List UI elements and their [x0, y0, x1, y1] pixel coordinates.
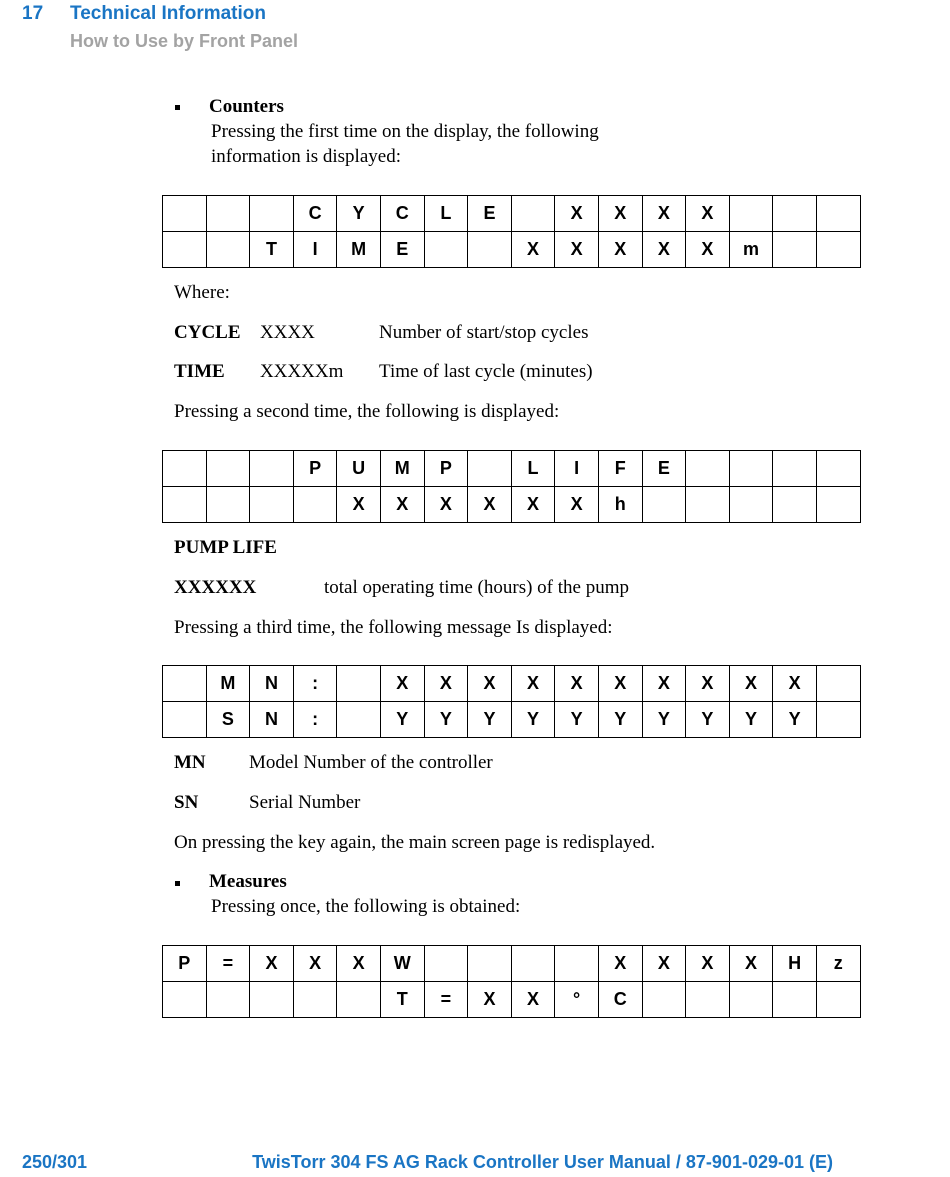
lcd-cell [511, 946, 555, 982]
where-label: Where: [174, 282, 230, 303]
lcd-cell: X [686, 946, 730, 982]
lcd-cell [163, 666, 207, 702]
counters-intro-line1: Pressing the first time on the display, the following [211, 121, 599, 142]
time-description: Time of last cycle (minutes) [379, 361, 593, 382]
lcd-cell [163, 451, 207, 487]
lcd-cell [250, 451, 294, 487]
lcd-display-cycle-time [162, 195, 861, 268]
lcd-cell: I [293, 232, 337, 268]
lcd-cell: X [598, 666, 642, 702]
lcd-cell [250, 196, 294, 232]
again-press-text: On pressing the key again, the main screen page is redisplayed. [174, 832, 656, 853]
measures-intro: Pressing once, the following is obtained: [211, 896, 521, 917]
lcd-cell [468, 946, 512, 982]
bullet-icon [175, 105, 180, 110]
lcd-row [163, 666, 861, 702]
mn-term: MN [174, 752, 206, 773]
chapter-title: Technical Information [70, 3, 267, 24]
pump-life-label: PUMP LIFE [174, 537, 277, 558]
lcd-cell: Y [598, 702, 642, 738]
lcd-cell: X [598, 196, 642, 232]
lcd-cell: Y [729, 702, 773, 738]
lcd-cell: X [555, 487, 599, 523]
lcd-cell: Y [555, 702, 599, 738]
lcd-cell [250, 982, 294, 1018]
lcd-cell [816, 666, 860, 702]
cycle-value: XXXX [260, 322, 315, 343]
lcd-cell: X [380, 666, 424, 702]
lcd-cell: X [250, 946, 294, 982]
lcd-cell: E [468, 196, 512, 232]
lcd-row [163, 451, 861, 487]
lcd-cell [206, 232, 250, 268]
lcd-display-model-serial [162, 665, 861, 738]
lcd-cell [206, 196, 250, 232]
lcd-cell: X [424, 666, 468, 702]
lcd-cell: I [555, 451, 599, 487]
lcd-cell: N [250, 702, 294, 738]
lcd-cell: = [206, 946, 250, 982]
lcd-cell: X [773, 666, 817, 702]
lcd-cell: X [468, 487, 512, 523]
lcd-cell [337, 702, 381, 738]
lcd-cell: Y [642, 702, 686, 738]
lcd-cell [729, 487, 773, 523]
lcd-cell [773, 982, 817, 1018]
lcd-cell [337, 666, 381, 702]
lcd-cell: X [642, 196, 686, 232]
lcd-cell: L [424, 196, 468, 232]
sn-term: SN [174, 792, 199, 813]
lcd-cell [729, 982, 773, 1018]
lcd-cell: M [206, 666, 250, 702]
lcd-cell: h [598, 487, 642, 523]
sn-description: Serial Number [249, 792, 361, 813]
lcd-cell: : [293, 702, 337, 738]
lcd-cell: X [555, 232, 599, 268]
measures-heading: Measures [209, 871, 287, 892]
lcd-cell [424, 232, 468, 268]
lcd-cell [206, 982, 250, 1018]
cycle-description: Number of start/stop cycles [379, 322, 589, 343]
lcd-cell: P [163, 946, 207, 982]
lcd-row [163, 702, 861, 738]
second-press-text: Pressing a second time, the following is displayed: [174, 401, 560, 422]
manual-title: TwisTorr 304 FS AG Rack Controller User Manual / 87-901-029-01 (E) [252, 1152, 833, 1172]
lcd-cell [816, 451, 860, 487]
lcd-display-measures [162, 945, 861, 1018]
lcd-cell [555, 946, 599, 982]
lcd-cell [163, 196, 207, 232]
lcd-cell: T [250, 232, 294, 268]
lcd-cell: Y [424, 702, 468, 738]
lcd-cell: X [380, 487, 424, 523]
lcd-cell: X [555, 666, 599, 702]
lcd-cell: X [686, 232, 730, 268]
lcd-cell: S [206, 702, 250, 738]
pump-life-value: XXXXXX [174, 577, 257, 598]
lcd-cell [163, 232, 207, 268]
lcd-cell: H [773, 946, 817, 982]
lcd-cell [163, 982, 207, 1018]
page-number: 250/301 [22, 1152, 88, 1172]
lcd-cell [773, 451, 817, 487]
lcd-cell: Y [380, 702, 424, 738]
lcd-row [163, 196, 861, 232]
lcd-cell [773, 487, 817, 523]
lcd-cell [729, 451, 773, 487]
lcd-cell [773, 232, 817, 268]
lcd-cell: Y [773, 702, 817, 738]
lcd-cell: X [642, 232, 686, 268]
lcd-cell: = [424, 982, 468, 1018]
lcd-cell: X [598, 946, 642, 982]
counters-intro-line2: information is displayed: [211, 146, 401, 167]
lcd-cell: Y [337, 196, 381, 232]
counters-heading: Counters [209, 96, 284, 117]
lcd-cell [206, 487, 250, 523]
lcd-cell: X [293, 946, 337, 982]
lcd-cell: X [424, 487, 468, 523]
lcd-cell: X [642, 946, 686, 982]
lcd-cell: X [642, 666, 686, 702]
lcd-cell [773, 196, 817, 232]
mn-description: Model Number of the controller [249, 752, 493, 773]
third-press-text: Pressing a third time, the following message Is displayed: [174, 617, 613, 638]
lcd-cell: C [380, 196, 424, 232]
lcd-cell [511, 196, 555, 232]
lcd-cell [163, 487, 207, 523]
lcd-cell [250, 487, 294, 523]
lcd-cell: Y [468, 702, 512, 738]
lcd-cell: Y [686, 702, 730, 738]
lcd-cell: P [424, 451, 468, 487]
lcd-cell [816, 982, 860, 1018]
lcd-cell: X [511, 487, 555, 523]
lcd-cell: X [511, 232, 555, 268]
lcd-cell: X [468, 982, 512, 1018]
lcd-cell: L [511, 451, 555, 487]
time-term: TIME [174, 361, 225, 382]
lcd-cell [163, 702, 207, 738]
lcd-cell: m [729, 232, 773, 268]
lcd-cell [293, 982, 337, 1018]
lcd-cell: M [380, 451, 424, 487]
lcd-cell [337, 982, 381, 1018]
lcd-cell: W [380, 946, 424, 982]
pump-life-description: total operating time (hours) of the pump [324, 577, 629, 598]
lcd-cell: X [555, 196, 599, 232]
lcd-cell: Y [511, 702, 555, 738]
bullet-icon [175, 881, 180, 886]
lcd-cell [686, 982, 730, 1018]
lcd-cell [686, 487, 730, 523]
lcd-cell: X [337, 946, 381, 982]
lcd-cell [816, 702, 860, 738]
lcd-cell: X [729, 946, 773, 982]
lcd-cell [468, 232, 512, 268]
time-value: XXXXXm [260, 361, 344, 382]
lcd-cell: N [250, 666, 294, 702]
lcd-cell: E [642, 451, 686, 487]
lcd-cell [686, 451, 730, 487]
lcd-cell: z [816, 946, 860, 982]
lcd-cell: X [337, 487, 381, 523]
lcd-cell [424, 946, 468, 982]
lcd-cell: M [337, 232, 381, 268]
lcd-display-pump-life [162, 450, 861, 523]
lcd-row [163, 946, 861, 982]
lcd-cell: X [686, 196, 730, 232]
lcd-cell: C [598, 982, 642, 1018]
lcd-row [163, 487, 861, 523]
lcd-cell [729, 196, 773, 232]
lcd-cell: U [337, 451, 381, 487]
lcd-cell: P [293, 451, 337, 487]
lcd-cell: X [598, 232, 642, 268]
lcd-cell [642, 487, 686, 523]
chapter-number: 17 [22, 3, 44, 24]
lcd-cell: C [293, 196, 337, 232]
cycle-term: CYCLE [174, 322, 241, 343]
lcd-cell [642, 982, 686, 1018]
lcd-cell: T [380, 982, 424, 1018]
lcd-cell [816, 196, 860, 232]
lcd-cell [816, 232, 860, 268]
lcd-cell [206, 451, 250, 487]
lcd-cell: X [729, 666, 773, 702]
lcd-cell [816, 487, 860, 523]
lcd-cell: ° [555, 982, 599, 1018]
lcd-cell [293, 487, 337, 523]
lcd-cell: X [511, 666, 555, 702]
lcd-cell: E [380, 232, 424, 268]
lcd-row [163, 982, 861, 1018]
section-title: How to Use by Front Panel [70, 31, 299, 51]
lcd-row [163, 232, 861, 268]
lcd-cell [468, 451, 512, 487]
lcd-cell: : [293, 666, 337, 702]
lcd-cell: X [511, 982, 555, 1018]
lcd-cell: X [468, 666, 512, 702]
lcd-cell: F [598, 451, 642, 487]
lcd-cell: X [686, 666, 730, 702]
